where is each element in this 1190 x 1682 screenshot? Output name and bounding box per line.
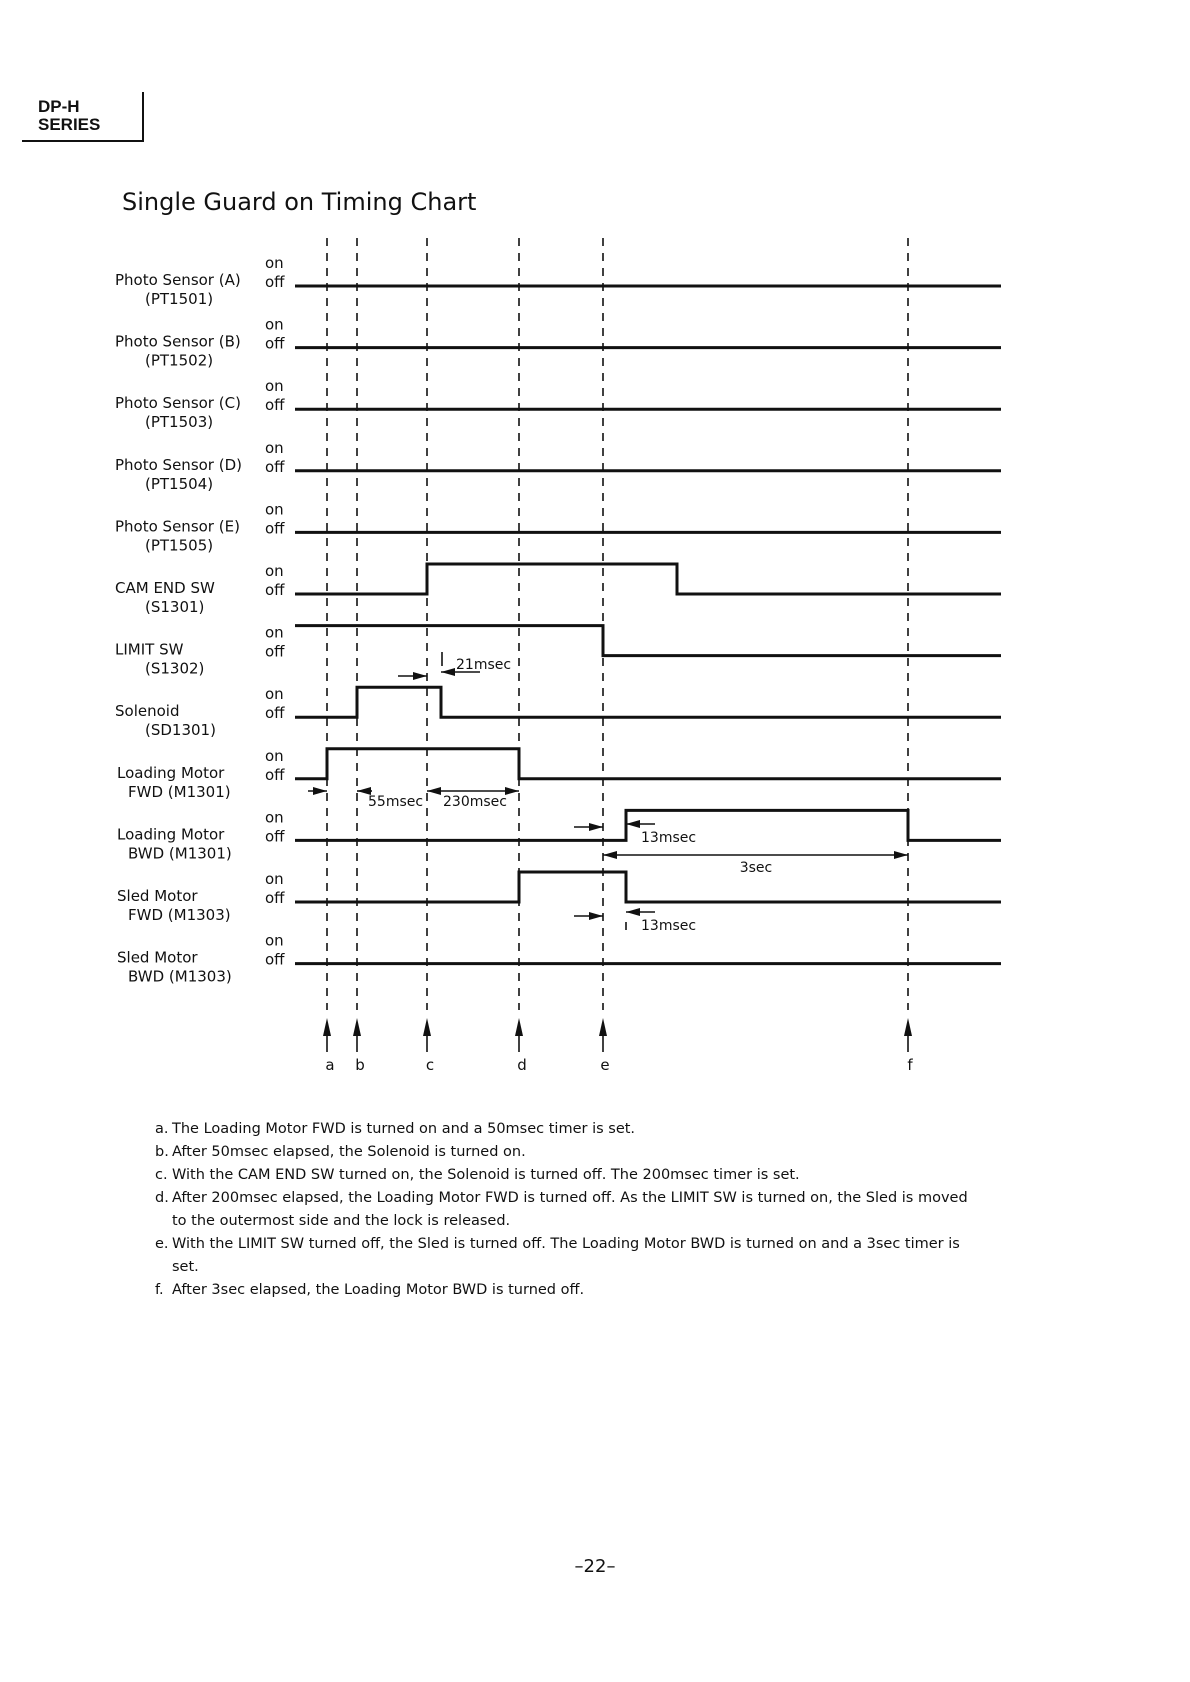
note-b: [155, 1141, 975, 1164]
dim-arrowhead-13b-in: [589, 912, 603, 920]
off-label: off: [265, 950, 285, 969]
signal-part: BWD (M1301): [128, 844, 232, 863]
signal-name: Photo Sensor (A): [115, 271, 241, 289]
note-text: After 200msec elapsed, the Loading Motor FWD is turned off. As the LIMIT SW is turned on, the Sled is moved to the outermost side and the lock is released.: [172, 1190, 968, 1229]
off-label: off: [265, 457, 285, 476]
signal-name: Loading Motor: [117, 763, 225, 782]
signal-part: (PT1503): [145, 413, 214, 432]
dim-arrowhead-3sec-left: [603, 851, 617, 859]
on-label: on: [265, 315, 284, 334]
note-text: After 50msec elapsed, the Solenoid is turned on.: [172, 1144, 526, 1160]
dim-label-3sec: 3sec: [739, 860, 773, 876]
note-e: [155, 1233, 975, 1279]
notes-list: [155, 1118, 975, 1302]
event-arrow-head-f: [904, 1018, 912, 1036]
dim-label-55msec: 55msec: [368, 794, 424, 810]
note-letter: a.: [155, 1121, 169, 1137]
page-title: Single Guard on Timing Chart: [122, 188, 477, 216]
waveform-signal-8: [295, 687, 1001, 717]
dim-label-21msec: 21msec: [456, 657, 512, 673]
series-line2: SERIES: [38, 115, 101, 134]
signal-part: (PT1504): [145, 474, 214, 493]
note-letter: d.: [155, 1190, 169, 1206]
note-c: [155, 1164, 975, 1187]
off-label: off: [265, 519, 285, 538]
event-arrow-head-c: [423, 1018, 431, 1036]
page-number: –22–: [574, 1556, 616, 1577]
on-label: on: [265, 870, 284, 888]
signal-part: FWD (M1301): [128, 782, 231, 801]
signal-name: Photo Sensor (E): [115, 517, 240, 536]
on-label: on: [265, 500, 284, 519]
off-label: off: [265, 581, 285, 599]
dim-arrowhead-21-in: [413, 672, 427, 680]
off-label: off: [265, 273, 285, 291]
signal-part: (S1302): [145, 659, 205, 678]
off-label: off: [265, 827, 285, 846]
note-f: [155, 1279, 975, 1302]
signal-part: (PT1501): [145, 290, 214, 308]
on-label: on: [265, 623, 284, 642]
dim-arrowhead-55-in: [313, 787, 327, 795]
dim-arrowhead-3sec-right: [894, 851, 908, 859]
event-arrow-head-b: [353, 1018, 361, 1036]
dim-label-230msec: 230msec: [443, 794, 507, 810]
note-a: [155, 1118, 975, 1141]
dim-label-13msec-b: 13msec: [641, 918, 697, 934]
on-label: on: [265, 562, 284, 580]
waveform-signal-9: [295, 749, 1001, 779]
signal-part: BWD (M1303): [128, 967, 232, 986]
signal-name: Photo Sensor (B): [115, 332, 241, 351]
series-line1: DP-H: [38, 97, 80, 116]
waveform-signal-7: [295, 626, 1001, 656]
note-text: After 3sec elapsed, the Loading Motor BWD is turned off.: [172, 1282, 585, 1298]
off-label: off: [265, 765, 285, 784]
signal-name: CAM END SW: [115, 579, 215, 597]
signal-name: Sled Motor: [117, 887, 198, 905]
on-label: on: [265, 438, 284, 457]
note-text: With the LIMIT SW turned off, the Sled is turned off. The Loading Motor BWD is turned on and a 3sec timer is set.: [172, 1236, 960, 1275]
note-letter: b.: [155, 1144, 169, 1160]
event-letter-a: a: [325, 1056, 335, 1074]
event-letter-f: f: [907, 1056, 913, 1074]
off-label: off: [265, 889, 285, 907]
waveform-signal-11: [295, 872, 1001, 902]
signal-name: Photo Sensor (D): [115, 455, 242, 474]
signal-part: (PT1502): [145, 351, 214, 370]
signal-name: Sled Motor: [117, 948, 198, 967]
signal-part: (S1301): [145, 598, 205, 616]
signal-part: (PT1505): [145, 536, 214, 555]
dim-arrowhead-13b-out: [626, 908, 640, 916]
off-label: off: [265, 396, 285, 415]
dim-arrowhead-230-right: [505, 787, 519, 795]
on-label: on: [265, 931, 284, 950]
off-label: off: [265, 704, 285, 723]
dim-arrowhead-13a-out: [626, 820, 640, 828]
waveform-signal-6: [295, 564, 1001, 594]
note-text: With the CAM END SW turned on, the Solenoid is turned off. The 200msec timer is set.: [172, 1167, 800, 1183]
on-label: on: [265, 254, 284, 272]
note-letter: f.: [155, 1282, 164, 1298]
note-letter: c.: [155, 1167, 168, 1183]
note-text: The Loading Motor FWD is turned on and a 50msec timer is set.: [172, 1121, 636, 1137]
signal-name: Loading Motor: [117, 825, 225, 844]
off-label: off: [265, 642, 285, 661]
on-label: on: [265, 746, 284, 765]
note-letter: e.: [155, 1236, 169, 1252]
off-label: off: [265, 334, 285, 353]
dim-arrowhead-21-out: [441, 668, 455, 676]
dim-arrowhead-230-left: [427, 787, 441, 795]
signal-part: (SD1301): [145, 721, 216, 740]
on-label: on: [265, 685, 284, 704]
note-d: [155, 1187, 975, 1233]
signal-part: FWD (M1303): [128, 906, 231, 924]
dim-label-13msec-a: 13msec: [641, 830, 697, 846]
event-arrow-head-a: [323, 1018, 331, 1036]
event-letter-d: d: [517, 1056, 527, 1074]
signal-name: Photo Sensor (C): [115, 394, 241, 413]
dim-arrowhead-13a-in: [589, 823, 603, 831]
event-letter-b: b: [355, 1056, 365, 1074]
event-letter-c: c: [425, 1056, 435, 1074]
signal-name: LIMIT SW: [115, 640, 184, 659]
event-letter-e: e: [600, 1056, 610, 1074]
on-label: on: [265, 377, 284, 396]
on-label: on: [265, 808, 284, 827]
event-arrow-head-e: [599, 1018, 607, 1036]
signal-name: Solenoid: [115, 702, 180, 721]
event-arrow-head-d: [515, 1018, 523, 1036]
